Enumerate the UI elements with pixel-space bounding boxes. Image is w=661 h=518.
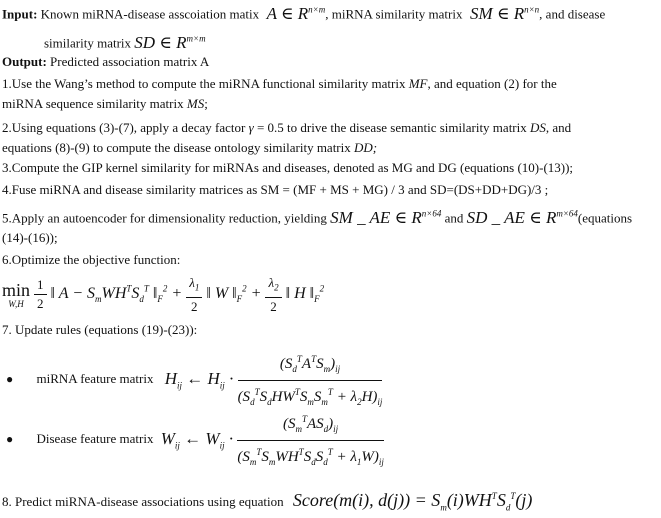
matrix-a-formula: A ∈ $R^{n\times m}$ xyxy=(262,3,326,23)
ds-symbol: DS xyxy=(530,120,546,135)
step-5-and: and xyxy=(444,210,464,226)
bullet-icon: ● xyxy=(6,372,14,387)
w-update-formula: $W_{ij}$ ← $W_{ij}$ · $\frac{(S_m^TAS_d)_{ij}}{(S_m^TS_mWH^TS_dS_d^T + \lambda_1W)_{ij}}$ xyxy=(161,429,384,448)
step-1-text-b: , and equation (2) for the xyxy=(427,76,557,91)
step-4-text: 4.Fuse miRNA and disease similarity matrices as SM = (MF + MS + MG) / 3 and SD=(DS+DD+DG)/3 ; xyxy=(2,182,549,197)
sd-ae-formula: SD _ AE ∈ $R^{m\times 64}$ xyxy=(466,207,578,227)
ms-symbol: MS xyxy=(186,96,205,111)
step-1-line xyxy=(2,76,557,92)
objective-function-formula: min W,H $\frac{1}{2}$ ‖ $A - S_mWH^TS_d^T$ $‖_F^2$ + $\frac{\lambda_1}{2}$ ‖ W $‖_F^2$ + $\frac{\lambda_2}{2}$ ‖ H $‖_F^2$ xyxy=(2,275,325,314)
score-formula: Score(m(i), $d(j)) = S_m(i)WH^TS_d^T(j)$ xyxy=(292,490,533,513)
step-2-text: 2.Using equations (3)-(7), apply a decay factor xyxy=(2,120,246,135)
sm-ae-formula: SM _ AE ∈ $R^{n\times 64}$ xyxy=(330,207,442,227)
step-3-line xyxy=(2,160,573,176)
input-label: Input: xyxy=(2,6,38,22)
bullet-icon: ● xyxy=(6,432,14,447)
input-line xyxy=(2,1,605,23)
gamma-formula: γ xyxy=(248,120,254,135)
h-update-formula: $H_{ij}$ ← $H_{ij}$ · $\frac{(S_d^TA^TS_m)_{ij}}{(S_d^TS_dHW^TS_mS_m^T + \lambda_2H)_{ij}}$ xyxy=(165,369,383,388)
step-1-text: 1.Use the Wang’s method to compute the miRNA functional similarity matrix xyxy=(2,76,406,91)
input-text-b: , miRNA similarity matrix xyxy=(325,6,463,22)
bullet-2-label: Disease feature matrix xyxy=(36,431,154,447)
output-label: Output: xyxy=(2,54,47,69)
step-3-text: 3.Compute the GIP kernel similarity for miRNAs and diseases, denoted as MG and DG (equations (10)-(13)); xyxy=(2,160,574,175)
step-1-text-c: miRNA sequence similarity matrix xyxy=(2,96,184,111)
bullet-1-label: miRNA feature matrix xyxy=(36,371,154,387)
input-line-2 xyxy=(44,30,206,52)
step-6-line xyxy=(2,252,180,268)
step-5-text: 5.Apply an autoencoder for dimensionality reduction, yielding xyxy=(2,210,327,226)
matrix-sm-formula: SM ∈ $R^{n\times n}$ xyxy=(465,3,540,23)
step-6-text: 6.Optimize the objective function: xyxy=(2,252,181,267)
step-5-text-d: (14)-(16)); xyxy=(2,230,58,245)
step-2-text-c: , and xyxy=(545,120,572,135)
step-5-line xyxy=(2,205,632,227)
dd-symbol: DD; xyxy=(354,140,378,155)
output-line xyxy=(2,54,209,70)
step-8-text: 8. Predict miRNA-disease associations using equation xyxy=(2,494,284,509)
step-2-line: 2.Using equations (3)-(7), apply a decay factor γ = 0.5 to drive the disease semantic similarity matrix DS, and xyxy=(2,120,572,135)
step-1-line-2 xyxy=(2,96,208,112)
bullet-w-update xyxy=(2,408,384,473)
input-text-d: similarity matrix xyxy=(44,35,132,51)
matrix-sd-formula: SD ∈ $R^{m\times m}$ xyxy=(134,32,206,52)
input-text-a: Known miRNA-disease asscoiation matix xyxy=(40,6,260,22)
step-5-equations: (equations xyxy=(577,210,633,226)
step-7-text: 7. Update rules (equations (19)-(23)): xyxy=(2,322,198,337)
step-7-line xyxy=(2,322,197,338)
input-text-c: , and disease xyxy=(539,6,606,22)
output-text: Predicted association matrix A xyxy=(50,54,210,69)
step-5-line-2 xyxy=(2,230,58,246)
step-4-line xyxy=(2,182,548,198)
bullet-h-update xyxy=(2,348,382,413)
step-8-line xyxy=(2,486,532,518)
step-1-end: ; xyxy=(204,96,208,111)
step-2-line-2 xyxy=(2,140,377,156)
step-2-text-d: equations (8)-(9) to compute the disease ontology similarity matrix xyxy=(2,140,351,155)
step-2-text-b: to drive the disease semantic similarity matrix xyxy=(287,120,527,135)
mf-symbol: MF xyxy=(408,76,428,91)
